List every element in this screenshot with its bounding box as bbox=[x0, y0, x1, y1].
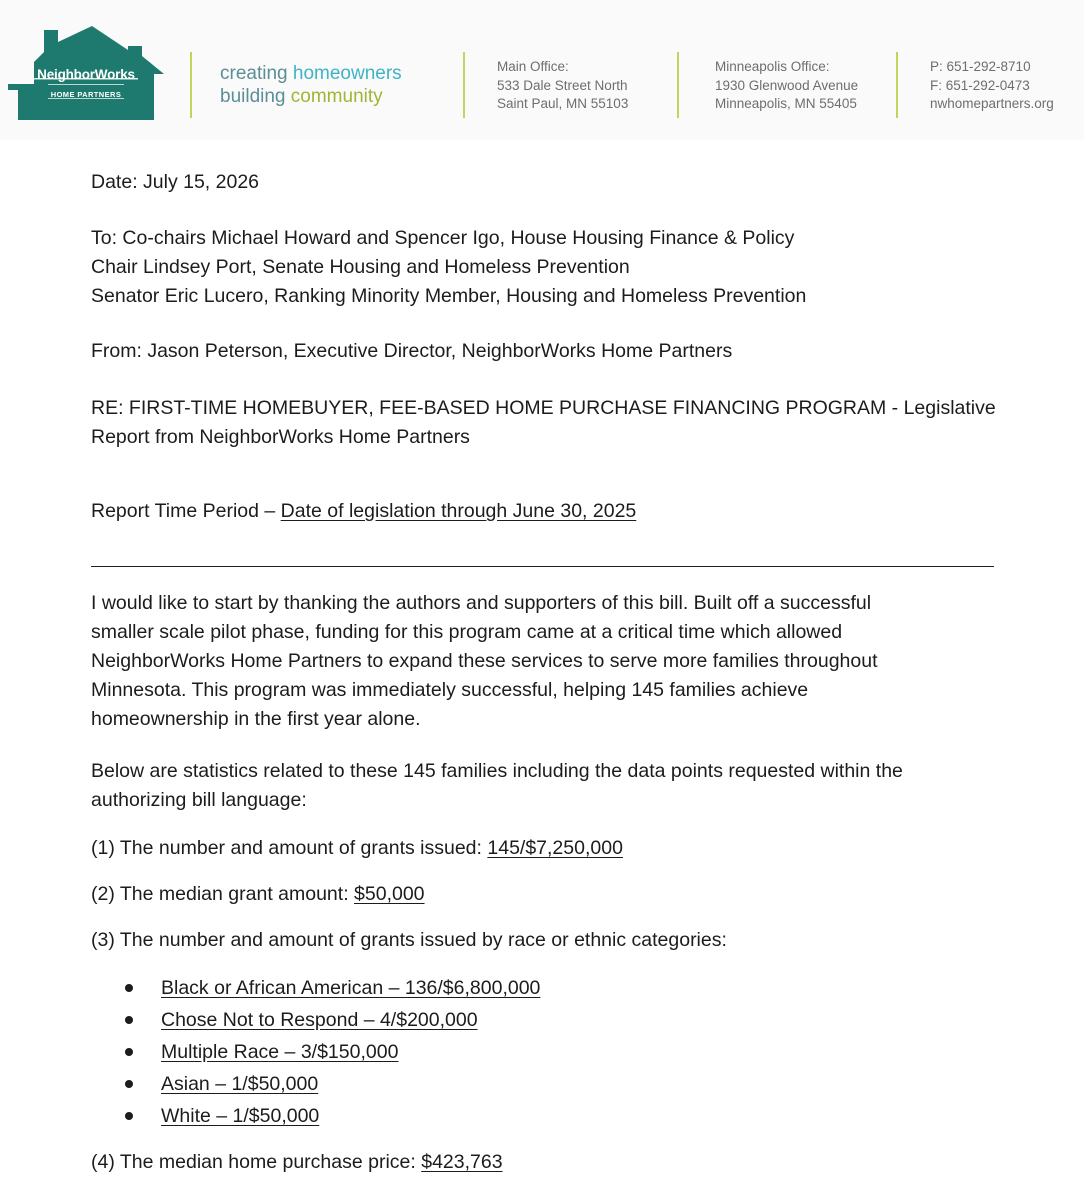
minneapolis-office-line: Minneapolis, MN 55405 bbox=[715, 96, 857, 111]
contact-info bbox=[930, 58, 1054, 114]
logo-name: NeighborWorks bbox=[37, 67, 135, 82]
memo-from: From: Jason Peterson, Executive Director, NeighborWorks Home Partners bbox=[91, 340, 733, 362]
report-period-value: Date of legislation through June 30, 2025 bbox=[280, 500, 637, 522]
minneapolis-office-address bbox=[715, 58, 858, 114]
stat-item-4-label: (4) The median home purchase price: bbox=[91, 1151, 422, 1173]
intro-line: Minnesota. This program was immediately successful, helping 145 families achieve bbox=[91, 679, 809, 701]
minneapolis-office-line: Minneapolis Office: bbox=[715, 59, 830, 74]
website-link[interactable]: nwhomepartners.org bbox=[930, 96, 1054, 111]
letterhead bbox=[0, 0, 1084, 140]
stats-intro-line: authorizing bill language: bbox=[91, 789, 307, 811]
main-office-line: Saint Paul, MN 55103 bbox=[497, 96, 629, 111]
tagline bbox=[220, 62, 402, 108]
intro-line: smaller scale pilot phase, funding for this program came at a critical time which allowed bbox=[91, 621, 843, 643]
memo-to-line: Senator Eric Lucero, Ranking Minority Member, Housing and Homeless Prevention bbox=[91, 285, 807, 307]
memo-to-line: To: Co-chairs Michael Howard and Spencer Igo, House Housing Finance & Policy bbox=[91, 227, 795, 249]
memo-subject bbox=[91, 394, 1001, 452]
main-office-line: 533 Dale Street North bbox=[497, 77, 628, 93]
stat-item-4 bbox=[91, 1148, 1001, 1177]
bullet-icon bbox=[125, 1112, 133, 1120]
race-list-item: Chose Not to Respond – 4/$200,000 bbox=[161, 1009, 478, 1031]
tagline-highlight-2: community bbox=[290, 86, 383, 107]
intro-paragraph bbox=[91, 589, 1001, 734]
neighborworks-logo bbox=[8, 26, 164, 122]
memo-to-line: Chair Lindsey Port, Senate Housing and Homeless Prevention bbox=[91, 256, 630, 278]
bullet-icon bbox=[125, 1016, 133, 1024]
stat-item-1-label: (1) The number and amount of grants issued: bbox=[91, 837, 488, 859]
memo-subject-line: RE: FIRST-TIME HOMEBUYER, FEE-BASED HOME PURCHASE FINANCING PROGRAM - Legislative bbox=[91, 397, 996, 419]
tagline-highlight-1: homeowners bbox=[292, 63, 402, 84]
intro-line: NeighborWorks Home Partners to expand these services to serve more families throughout bbox=[91, 650, 878, 672]
race-list-item: Multiple Race – 3/$150,000 bbox=[161, 1041, 399, 1063]
race-list-item: Black or African American – 136/$6,800,000 bbox=[161, 977, 541, 999]
race-list-item: Asian – 1/$50,000 bbox=[161, 1073, 319, 1095]
phone-number: P: 651-292-8710 bbox=[930, 59, 1031, 74]
bullet-icon bbox=[125, 1048, 133, 1056]
memo-date: Date: July 15, 2026 bbox=[91, 171, 260, 193]
stats-intro-paragraph bbox=[91, 757, 1001, 815]
stat-item-2 bbox=[91, 880, 1001, 909]
bullet-icon bbox=[125, 984, 133, 992]
bullet-icon bbox=[125, 1080, 133, 1088]
intro-line: homeownership in the first year alone. bbox=[91, 708, 421, 730]
divider-line bbox=[896, 52, 898, 118]
stat-item-4-value: $423,763 bbox=[421, 1151, 503, 1173]
tagline-prefix-1: creating bbox=[220, 63, 293, 84]
minneapolis-office-line: 1930 Glenwood Avenue bbox=[715, 77, 859, 93]
memo-subject-line: Report from NeighborWorks Home Partners bbox=[91, 426, 470, 448]
main-office-line: Main Office: bbox=[497, 59, 569, 74]
stat-item-3: (3) The number and amount of grants issued by race or ethnic categories: bbox=[91, 929, 727, 951]
intro-line: I would like to start by thanking the authors and supporters of this bill. Built off a successful bbox=[91, 592, 872, 614]
report-period-label: Report Time Period – bbox=[91, 500, 281, 522]
race-list-item: White – 1/$50,000 bbox=[161, 1105, 320, 1127]
stat-item-1 bbox=[91, 834, 1001, 863]
separator-rule bbox=[91, 566, 994, 567]
divider-line bbox=[190, 52, 192, 118]
divider-line bbox=[677, 52, 679, 118]
divider-line bbox=[463, 52, 465, 118]
main-office-address bbox=[497, 58, 628, 114]
stat-item-2-label: (2) The median grant amount: bbox=[91, 883, 355, 905]
logo-subtitle: HOME PARTNERS bbox=[50, 90, 122, 99]
tagline-prefix-2: building bbox=[220, 86, 291, 107]
stat-item-1-value: 145/$7,250,000 bbox=[487, 837, 623, 859]
fax-number: F: 651-292-0473 bbox=[930, 77, 1030, 93]
stats-intro-line: Below are statistics related to these 145 families including the data points requested within the bbox=[91, 760, 903, 782]
report-period bbox=[91, 497, 1001, 526]
memo-to bbox=[91, 224, 1001, 311]
stat-item-2-value: $50,000 bbox=[354, 883, 425, 905]
